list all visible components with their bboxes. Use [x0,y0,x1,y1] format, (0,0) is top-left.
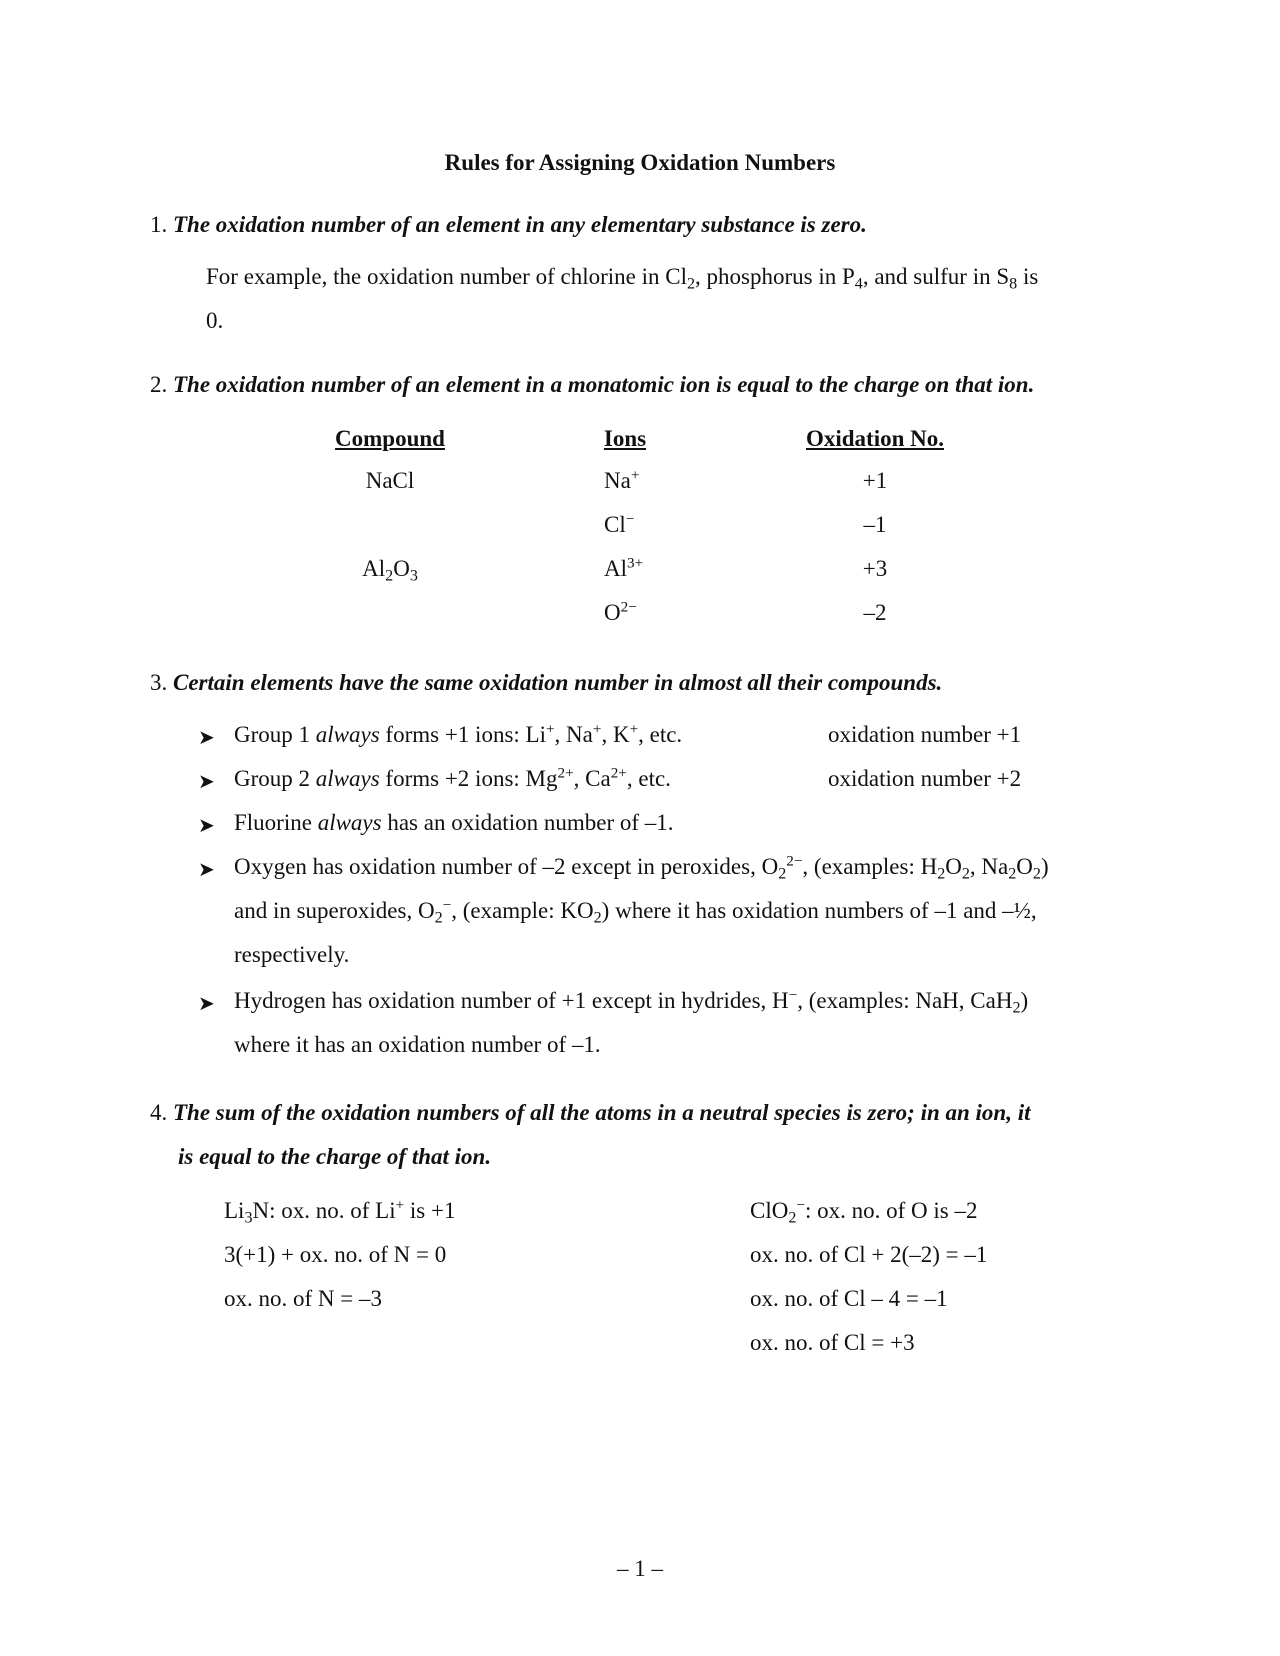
oxno-al: +3 [862,556,888,581]
rule-3-bullet-4-line2: and in superoxides, $O_2^-$, (example: $KO_2$) where it has oxidation numbers of –1 and –½, [234,896,1037,927]
rule-2 [150,372,1034,398]
example-clo2-line4: ox. no. of Cl = +3 [750,1330,915,1355]
rule-1 [150,212,867,238]
compound-nacl: NaCl [365,468,415,493]
rule-2-text: The oxidation number of an element in a monatomic ion is equal to the charge on that ion. [173,372,1035,397]
rule-3-bullet-5-line2: where it has an oxidation number of –1. [234,1032,601,1057]
ion-cl: Cl− [604,510,635,537]
compound-al2o3: $Al_2O_3$ [362,556,418,585]
bullet-arrow-icon: ➤ [198,727,215,749]
header-ions: Ions [603,426,647,451]
example-li3n-line2: 3(+1) + ox. no. of N = 0 [224,1242,447,1267]
example-clo2-line1: ClO$_2$−: ox. no. of O is –2 [750,1196,978,1227]
bullet-arrow-icon: ➤ [198,815,215,837]
rule-4 [150,1100,1031,1126]
page-title: Rules for Assigning Oxidation Numbers [444,150,836,175]
rule-3 [150,670,942,696]
oxno-cl: –1 [863,512,887,537]
rule-3-bullet-1-oxno: oxidation number +1 [828,722,1022,747]
oxno-o: –2 [863,600,887,625]
rule-4-number: 4. [150,1100,168,1125]
oxno-na: +1 [862,468,888,493]
ion-al: $Al^{3+}$ [604,554,644,581]
page-number: – 1 – [617,1556,663,1581]
ion-na: Na+ [604,466,640,493]
rule-3-text: Certain elements have the same oxidation number in almost all their compounds. [173,670,943,695]
rule-2-number: 2. [150,372,168,397]
bullet-arrow-icon: ➤ [198,771,215,793]
bullet-arrow-icon: ➤ [198,859,215,881]
ion-o: $O^{2-}$ [604,598,637,625]
rule-3-bullet-4: Oxygen has oxidation number of –2 except in peroxides, $O_2^{2-}$, (examples: $H_2O_2$, $Na_2O_2$) [234,852,1049,883]
rule-3-bullet-3: Fluorine always has an oxidation number of –1. [234,810,674,835]
rule-3-bullet-2-oxno: oxidation number +2 [828,766,1022,791]
rule-3-number: 3. [150,670,168,695]
example-clo2-line2: ox. no. of Cl + 2(–2) = –1 [750,1242,988,1267]
rule-1-example-line2: 0. [206,308,224,333]
rule-1-text: The oxidation number of an element in any elementary substance is zero. [173,212,867,237]
rule-1-number: 1. [150,212,168,237]
rule-3-bullet-4-line3: respectively. [234,942,350,967]
rule-3-bullet-1: Group 1 always forms +1 ions: Li+, Na+, K+, etc. [234,720,683,747]
rule-4-text-line2: is equal to the charge of that ion. [178,1144,492,1169]
rule-1-example: For example, the oxidation number of chlorine in $Cl_2$, phosphorus in $P_4$, and sulfur in $S_8$ is [206,264,1039,293]
example-li3n-line3: ox. no. of N = –3 [224,1286,382,1311]
header-oxidation-no: Oxidation No. [805,426,945,451]
rule-4-text: The sum of the oxidation numbers of all the atoms in a neutral species is zero; in an ion, it [173,1100,1031,1125]
example-clo2-line3: ox. no. of Cl – 4 = –1 [750,1286,948,1311]
example-li3n-line1: $Li_3N$: ox. no. of Li+ is +1 [224,1196,456,1227]
rule-3-bullet-5: Hydrogen has oxidation number of +1 except in hydrides, H−, (examples: NaH, CaH$_2$) [234,986,1029,1017]
header-compound: Compound [335,426,445,451]
bullet-arrow-icon: ➤ [198,993,215,1015]
rule-3-bullet-2: Group 2 always forms +2 ions: $Mg^{2+}$, $Ca^{2+}$, etc. [234,764,671,791]
